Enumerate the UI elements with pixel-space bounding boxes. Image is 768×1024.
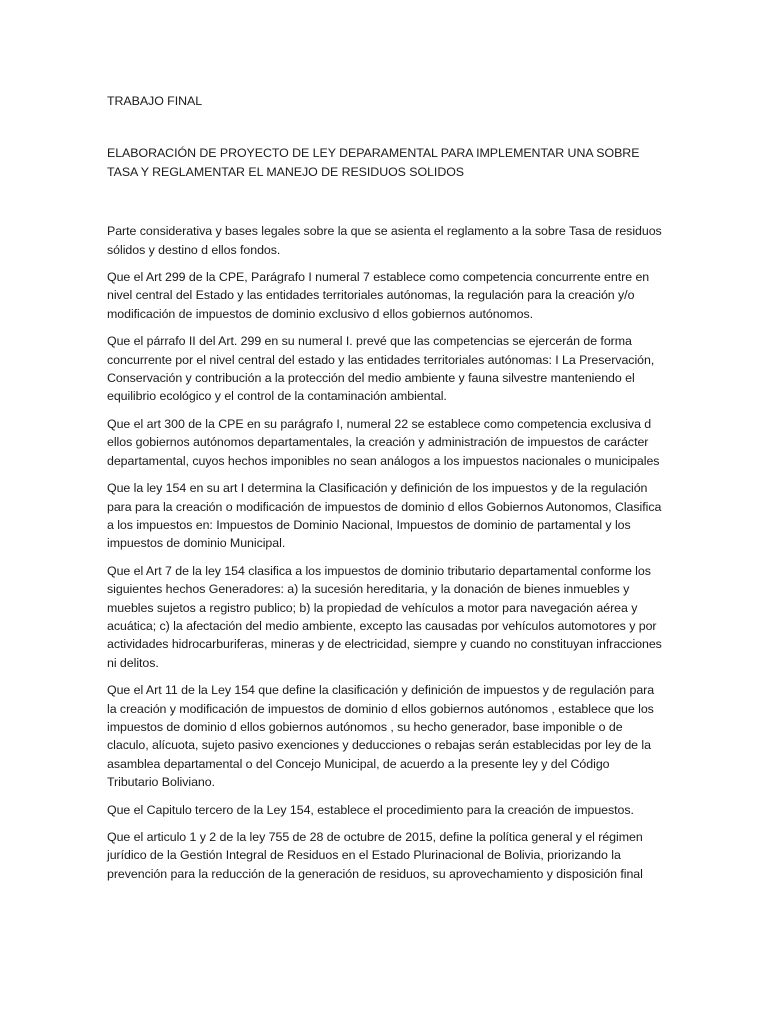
paragraph-5: Que el Art 7 de la ley 154 clasifica a los impuestos de dominio tributario departamental conforme los siguientes hechos Generadores: a) la sucesión hereditaria, y la donación de bienes inmuebles y muebles sujetos a registro publico; b) la propiedad de vehículos a motor para navegación aérea y acuática; c) la afectación del medio ambiente, excepto las causadas por vehículos automotores y por actividades hidrocarburiferas, mineras y de electricidad, siempre y cuando no constituyan infracciones ni delitos. xyxy=(107,563,662,670)
paragraph-8: Que el articulo 1 y 2 de la ley 755 de 28 de octubre de 2015, define la política general y el régimen jurídico de la Gestión Integral de Residuos en el Estado Plurinacional de Bolivia, priorizando la prevención para la reducción de la generación de residuos, su aprovechamiento y disposición final xyxy=(107,830,643,881)
paragraph-1: Que el Art 299 de la CPE, Parágrafo I numeral 7 establece como competencia concurrente entre en nivel central del Estado y las entidades territoriales autónomas, la regulación para la creación y/o modificación de impuestos de dominio exclusivo d ellos gobiernos autónomos. xyxy=(107,270,650,321)
paragraph-4: Que la ley 154 en su art I determina la Clasificación y definición de los impuestos y de la regulación para para la creación o modificación de impuestos de dominio d ellos Gobiernos Autonomos, Clasifica a los impuestos en: Impuestos de Dominio Nacional, Impuestos de dominio de partamental y los impuestos de dominio Municipal. xyxy=(107,481,662,551)
intro-paragraph: Parte considerativa y bases legales sobre la que se asienta el reglamento a la sobre Tasa de residuos sólidos y destino d ellos fondos. xyxy=(107,224,662,257)
document-heading: ELABORACIÓN DE PROYECTO DE LEY DEPARAMENTAL PARA IMPLEMENTAR UNA SOBRE TASA Y REGLAMENTAR EL MANEJO DE RESIDUOS SOLIDOS xyxy=(107,146,640,179)
paragraph-7: Que el Capitulo tercero de la Ley 154, establece el procedimiento para la creación de impuestos. xyxy=(107,802,634,817)
document-body xyxy=(107,92,663,883)
document-title: TRABAJO FINAL xyxy=(107,94,203,108)
paragraph-2: Que el párrafo II del Art. 299 en su numeral I. prevé que las competencias se ejercerán de forma concurrente por el nivel central del estado y las entidades territoriales autónomas: I La Preservación, Conservación y contribución a la protección del medio ambiente y fauna silvestre manteniendo el equilibrio ecológico y el control de la contaminación ambiental. xyxy=(107,334,655,404)
paragraph-3: Que el art 300 de la CPE en su parágrafo I, numeral 22 se establece como competencia exclusiva d ellos gobiernos autónomos departamentales, la creación y administración de impuestos de carácter departamental, cuyos hechos imponibles no sean análogos a los impuestos nacionales o municipales xyxy=(107,416,660,468)
paragraph-6: Que el Art 11 de la Ley 154 que define la clasificación y definición de impuestos y de regulación para la creación y modificación de impuestos de dominio d ellos gobiernos autónomos , establece que los impuestos de dominio d ellos gobiernos autónomos , su hecho generador, base imponible o de claculo, alícuota, sujeto pasivo exenciones y deducciones o rebajas serán establecidas por ley de la asamblea departamental o del Concejo Municipal, de acuerdo a la presente ley y del Código Tributario Boliviano. xyxy=(107,683,655,790)
